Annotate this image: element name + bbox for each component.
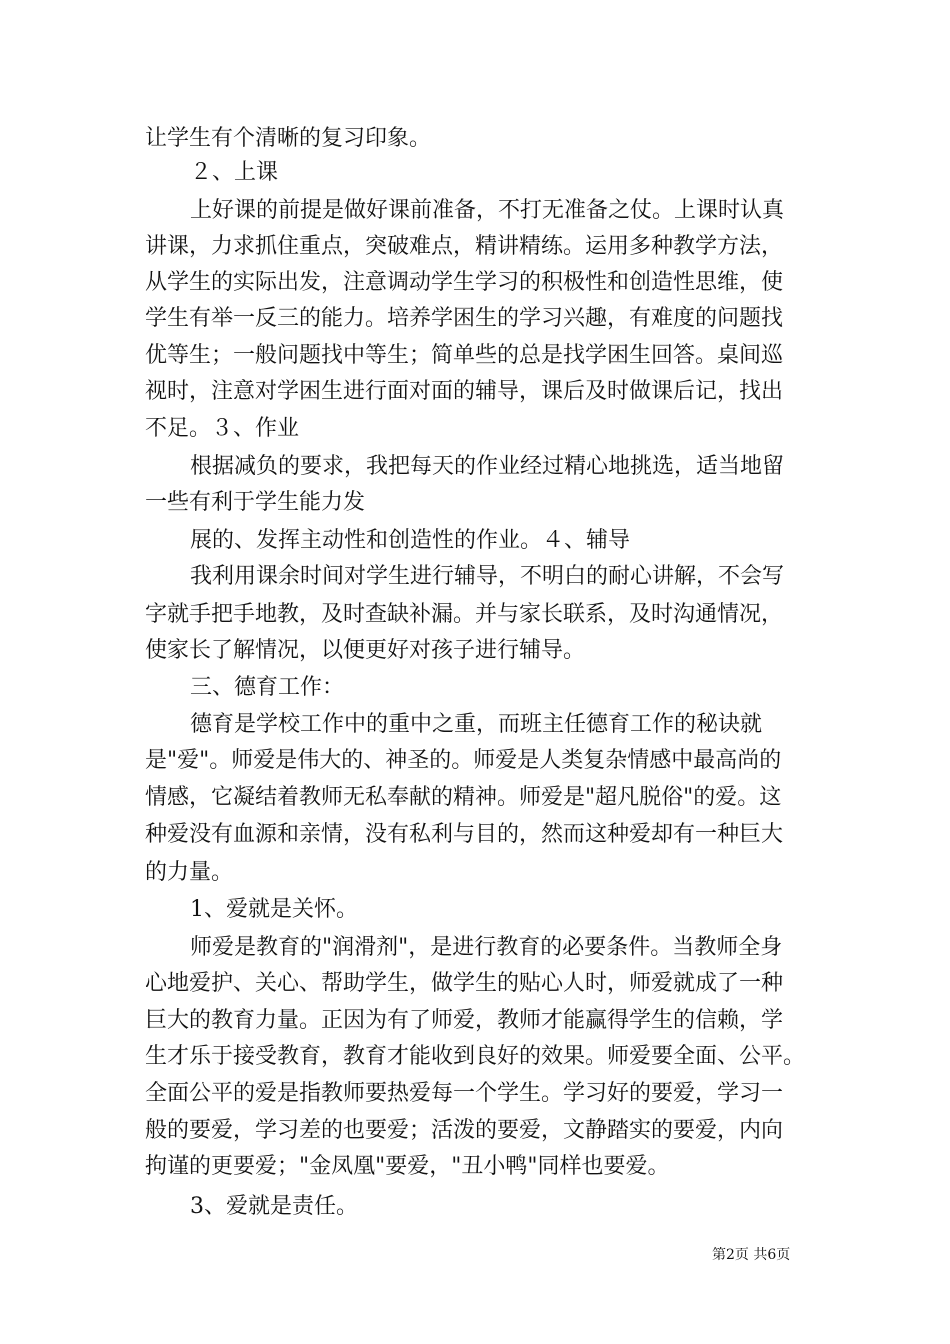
text-line: 视时，注意对学困生进行面对面的辅导，课后及时做课后记，找出 [145,379,784,404]
page-indicator: 第2页 共6页 [712,1247,791,1263]
text-line: 巨大的教育力量。正因为有了师爱，教师才能赢得学生的信赖，学 [145,1008,784,1033]
text-line: 不足。３、作业 [145,416,300,441]
text-line: 生才乐于接受教育，教育才能收到良好的效果。师爱要全面、公平。 [145,1044,806,1069]
text-line: 是"爱"。师爱是伟大的、神圣的。师爱是人类复杂情感中最高尚的 [145,748,782,773]
text-line: 讲课，力求抓住重点，突破难点，精讲精练。运用多种教学方法， [145,234,784,259]
text-line: 心地爱护、关心、帮助学生，做学生的贴心人时，师爱就成了一种 [145,971,784,996]
text-line: 学生有举一反三的能力。培养学困生的学习兴趣，有难度的问题找 [145,306,784,331]
text-line: 使家长了解情况，以便更好对孩子进行辅导。 [145,638,586,663]
text-line: 我利用课余时间对学生进行辅导，不明白的耐心讲解，不会写 [190,564,785,589]
text-line: 德育是学校工作中的重中之重，而班主任德育工作的秘诀就 [190,712,763,737]
subsection-heading: 3、爱就是责任。 [190,1194,358,1219]
text-line: 从学生的实际出发，注意调动学生学习的积极性和创造性思维，使 [145,270,784,295]
text-line: 让学生有个清晰的复习印象。 [145,126,432,151]
text-line: 的力量。 [145,860,234,885]
text-line: 字就手把手地教，及时查缺补漏。并与家长联系，及时沟通情况， [145,602,784,627]
subsection-heading: 1、爱就是关怀。 [190,897,358,922]
text-line: 拘谨的更要爱；"金凤凰"要爱，"丑小鸭"同样也要爱。 [145,1154,670,1179]
text-line: 展的、发挥主动性和创造性的作业。４、辅导 [190,528,631,553]
text-line: 全面公平的爱是指教师要热爱每一个学生。学习好的要爱，学习一 [145,1081,784,1106]
text-line: 根据减负的要求，我把每天的作业经过精心地挑选，适当地留 [190,454,785,479]
text-line: 种爱没有血源和亲情，没有私利与目的，然而这种爱却有一种巨大 [145,822,784,847]
text-line: 上好课的前提是做好课前准备，不打无准备之仗。上课时认真 [190,198,785,223]
text-line: 优等生；一般问题找中等生；简单些的总是找学困生回答。桌间巡 [145,343,784,368]
text-line: 情感，它凝结着教师无私奉献的精神。师爱是"超凡脱俗"的爱。这 [145,785,782,810]
text-line: 般的要爱，学习差的也要爱；活泼的要爱，文静踏实的要爱，内向 [145,1118,784,1143]
section-heading: 三、德育工作： [190,675,345,700]
section-heading: ２、上课 [190,160,279,185]
text-line: 师爱是教育的"润滑剂"，是进行教育的必要条件。当教师全身 [190,935,783,960]
text-line: 一些有利于学生能力发 [145,490,366,515]
